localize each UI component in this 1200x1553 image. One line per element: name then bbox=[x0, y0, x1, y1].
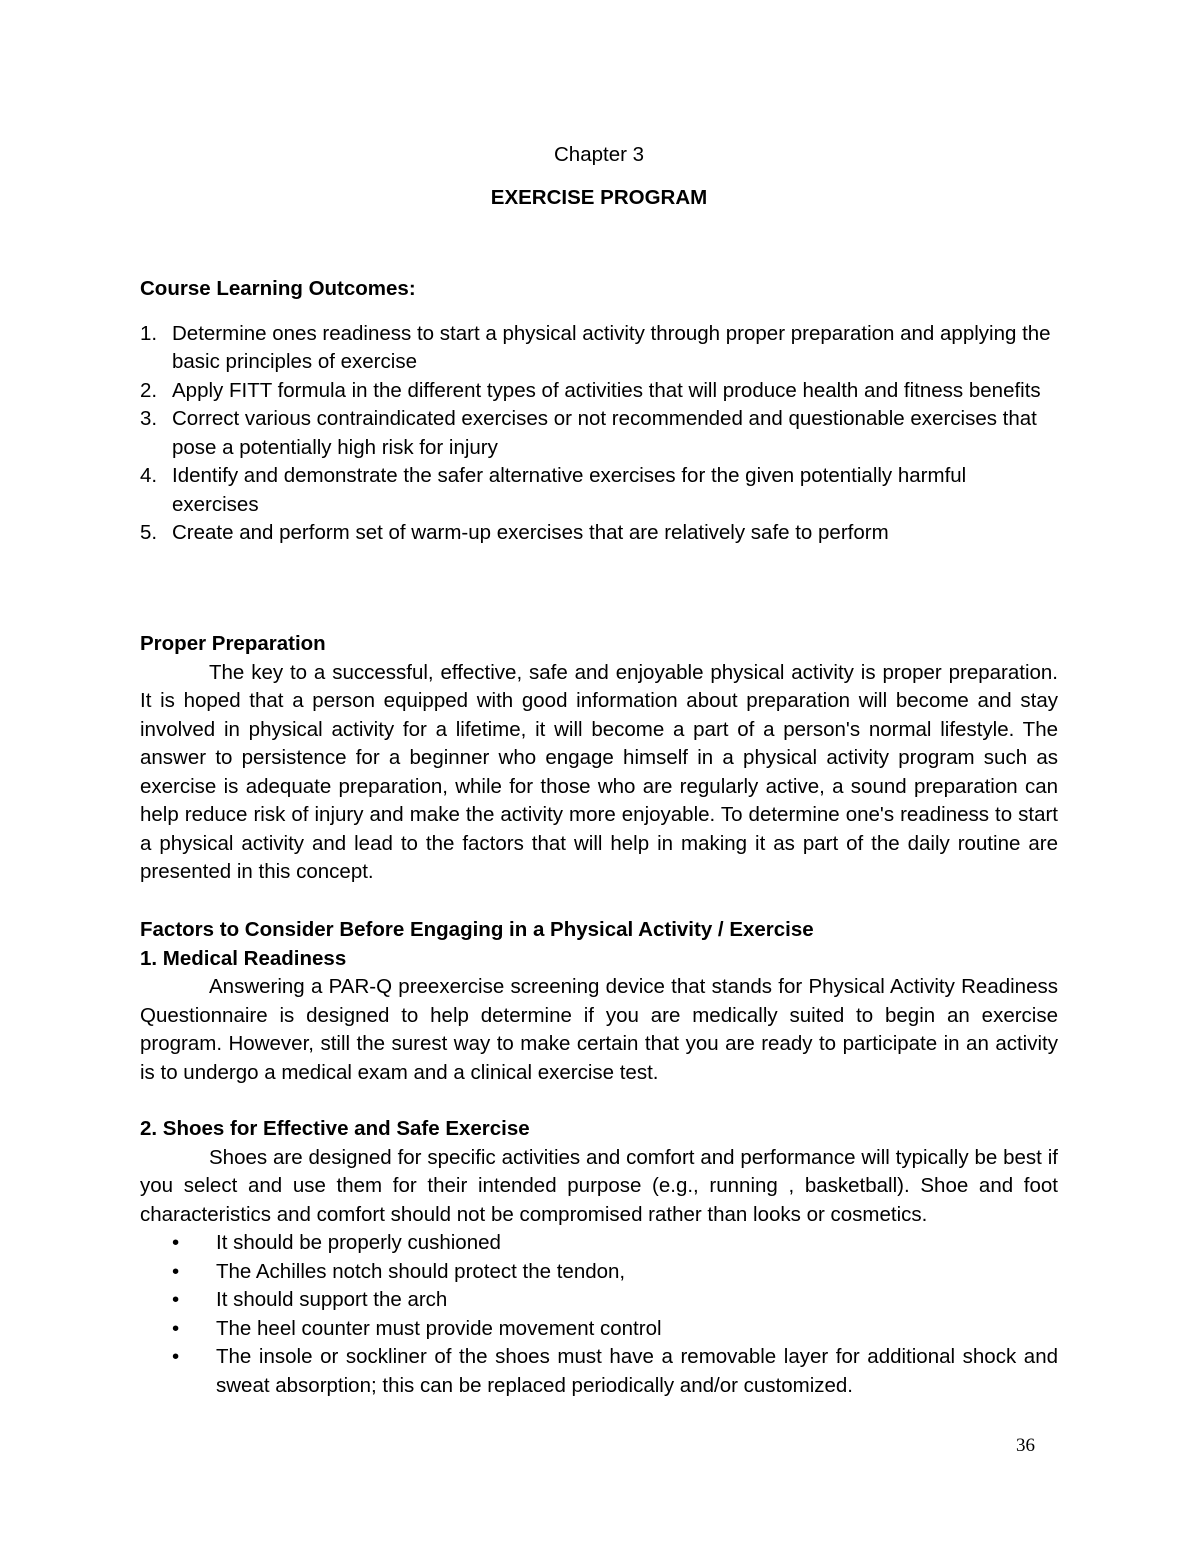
page-number: 36 bbox=[1016, 1435, 1035, 1456]
learning-outcomes-list bbox=[140, 320, 1058, 548]
list-item bbox=[140, 1258, 1058, 1287]
list-item bbox=[140, 405, 1058, 462]
medical-readiness-heading: 1. Medical Readiness bbox=[140, 946, 347, 970]
list-item-text: Identify and demonstrate the safer alternative exercises for the given potentially harmful exercises bbox=[172, 464, 967, 516]
learning-outcomes-heading: Course Learning Outcomes: bbox=[140, 277, 416, 300]
list-item-number: 2. bbox=[140, 378, 158, 402]
page-title: EXERCISE PROGRAM bbox=[490, 186, 708, 209]
list-item-number: 4. bbox=[140, 464, 158, 487]
medical-readiness-paragraph: Answering a PAR-Q preexercise screening device that stands for Physical Activity Readiness Questionnaire is designed to help determine if you are medically suited to begin an exercise program. However, still the surest way to make certain that you are ready to participate in an activity is to undergo a medical exam and a clinical exercise test. bbox=[140, 975, 1058, 1084]
shoes-paragraph: Shoes are designed for specific activities and comfort and performance will typically be best if you select and use them for their intended purpose (e.g., running , basketball). Shoe and foot characteristics and comfort should not be compromised rather than looks or cosmetics. bbox=[140, 1145, 1058, 1226]
list-item-text: Apply FITT formula in the different types of activities that will produce health and fitness benefits bbox=[172, 378, 1041, 402]
list-item-number: 3. bbox=[140, 407, 158, 430]
list-item-text: It should be properly cushioned bbox=[216, 1231, 501, 1254]
list-item-text: The Achilles notch should protect the tendon, bbox=[216, 1259, 626, 1283]
learning-outcomes-section bbox=[140, 275, 1058, 548]
list-item-text: It should support the arch bbox=[216, 1288, 448, 1311]
list-item bbox=[140, 1286, 1058, 1315]
bullet-icon: • bbox=[172, 1316, 180, 1340]
list-item-text: The heel counter must provide movement control bbox=[216, 1316, 662, 1340]
list-item bbox=[140, 1315, 1058, 1344]
list-item bbox=[140, 320, 1058, 377]
list-item bbox=[140, 1343, 1058, 1400]
factors-heading: Factors to Consider Before Engaging in a Physical Activity / Exercise bbox=[140, 918, 814, 941]
shoes-section bbox=[140, 1115, 1058, 1400]
bullet-icon: • bbox=[172, 1345, 180, 1368]
proper-preparation-section bbox=[140, 630, 1058, 887]
list-item bbox=[140, 462, 1058, 519]
bullet-icon: • bbox=[172, 1259, 180, 1283]
proper-preparation-paragraph: The key to a successful, effective, safe and enjoyable physical activity is proper preparation. It is hoped that a person equipped with good information about preparation will become and stay involved in physical activity for a lifetime, it will become a part of a person's normal lifestyle. The answer to persistence for a beginner who engage himself in a physical activity program such as exercise is adequate preparation, while for those who are regularly active, a sound preparation can help reduce risk of injury and make the activity more enjoyable. To determine one's readiness to start a physical activity and lead to the factors that will help in making it as part of the daily routine are presented in this concept. bbox=[140, 660, 1058, 883]
bullet-icon: • bbox=[172, 1288, 180, 1311]
list-item-number: 1. bbox=[140, 321, 158, 345]
list-item-text: Determine ones readiness to start a physical activity through proper preparation and applying the basic principles of exercise bbox=[172, 321, 1051, 373]
shoe-features-list bbox=[140, 1229, 1058, 1400]
list-item bbox=[140, 377, 1058, 406]
bullet-icon: • bbox=[172, 1231, 180, 1254]
list-item-text: The insole or sockliner of the shoes must have a removable layer for additional shock and sweat absorption; this can be replaced periodically and/or customized. bbox=[216, 1345, 1058, 1397]
proper-preparation-heading: Proper Preparation bbox=[140, 632, 326, 655]
list-item bbox=[140, 1229, 1058, 1258]
list-item bbox=[140, 519, 1058, 548]
chapter-label: Chapter 3 bbox=[553, 143, 645, 166]
list-item-text: Correct various contraindicated exercises or not recommended and questionable exercises that pose a potentially high risk for injury bbox=[172, 407, 1037, 459]
list-item-text: Create and perform set of warm-up exercises that are relatively safe to perform bbox=[172, 521, 889, 544]
factors-section bbox=[140, 916, 1058, 1087]
shoes-heading: 2. Shoes for Effective and Safe Exercise bbox=[140, 1117, 530, 1140]
list-item-number: 5. bbox=[140, 521, 158, 544]
